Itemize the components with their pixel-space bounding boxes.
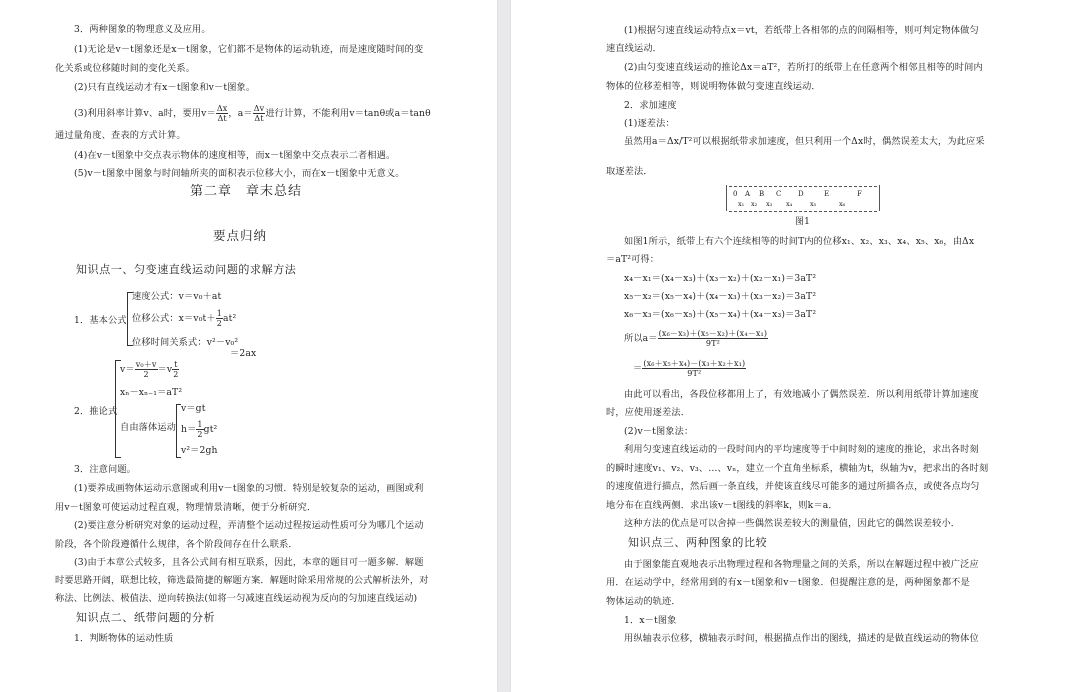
fraction-denominator: Δt [217, 114, 227, 123]
fraction [658, 329, 769, 348]
text-segment: 位移公式：x＝v₀t＋ [132, 313, 216, 324]
text-line: 用v－t图象可使运动过程直观，物理情景清晰，便于分析研究． [55, 502, 317, 513]
fraction-denominator: 9T² [705, 339, 720, 348]
text-line: 地分布在直线两侧．求出该v－t图线的斜率k，则k＝a． [606, 500, 838, 511]
fraction-numerator: (x₆＋x₅＋x₄)－(x₃＋x₂＋x₁) [643, 359, 746, 368]
basic-formula-label: 1．基本公式 [74, 315, 127, 326]
speed-formula: 速度公式：v＝v₀＋at [132, 291, 222, 302]
text-line: 用纵轴表示位移，横轴表示时间，根据描点作出的图线，描述的是做直线运动的物体位 [624, 633, 979, 644]
text-line: (2)要注意分析研究对象的运动过程，弄清整个运动过程按运动性质可分为哪几个运动 [74, 520, 424, 531]
tape-label: x₁ [738, 200, 745, 208]
fraction-denominator: Δt [254, 114, 264, 123]
text-line: 物体运动的轨迹． [606, 596, 681, 607]
text-segment: 所以a＝ [624, 333, 658, 344]
text-line: 用．在运动学中，经常用到的有x－t图象和v－t图象．但提醒注意的是，两种图象都不是 [606, 577, 970, 588]
text-line: 1．x－t图象 [624, 615, 677, 626]
tape-point: F [857, 190, 862, 198]
fraction [253, 104, 266, 123]
tape-edge [879, 185, 886, 211]
fraction-denominator: 9T² [687, 369, 702, 378]
tape-label: x₄ [786, 200, 793, 208]
fraction [196, 420, 203, 439]
fraction-numerator: 1 [216, 309, 222, 318]
equation-line: x₄－x₁＝(x₄－x₃)＋(x₃－x₂)＋(x₂－x₁)＝3aT² [624, 273, 817, 284]
fraction [172, 360, 179, 379]
acceleration-formula [624, 329, 768, 348]
tape-point: C [776, 190, 782, 198]
text-line: 通过量角度、查表的方式计算。 [55, 130, 186, 141]
freefall-velocity: v＝gt [181, 403, 206, 414]
freefall-label: 自由落体运动 [120, 422, 177, 433]
inference-label: 2．推论式 [74, 406, 118, 417]
acceleration-formula-2 [633, 359, 746, 378]
fraction-denominator: 2 [197, 430, 203, 439]
text-line: 化关系或位移随时间的变化关系。 [55, 63, 196, 74]
difference-formula: xₙ－xₙ₋₁＝aT² [120, 387, 183, 398]
equation-line: x₅－x₂＝(x₅－x₄)＋(x₄－x₃)＋(x₃－x₂)＝3aT² [624, 291, 817, 302]
text-segment: gt² [203, 424, 218, 435]
text-line: 物体的位移差相等，则说明物体做匀变速直线运动． [606, 81, 821, 92]
fraction [216, 309, 223, 328]
text-line: 如图1所示，纸带上有六个连续相等的时间T内的位移x₁、x₂、x₃、x₄、x₅、x₆，由Δx [624, 236, 975, 247]
tape-point: D [798, 190, 804, 198]
chapter-title: 第二章 章末总结 [190, 184, 303, 199]
fraction [642, 359, 746, 378]
fraction [135, 360, 158, 379]
document-page-left [0, 0, 497, 692]
fraction-numerator: Δv [253, 104, 265, 113]
tape-label: x₂ [751, 200, 758, 208]
text-line: 2．求加速度 [624, 100, 677, 111]
fraction-numerator: t [174, 360, 178, 369]
text-line: (2)由匀变速直线运动的推论Δx＝aT²，若所打的纸带上在任意两个相邻且相等的时间内 [624, 62, 983, 73]
relation-formula-tail: ＝2ax [230, 348, 257, 359]
text-segment: 进行计算，不能利用v＝tanθ或a＝tanθ [265, 108, 431, 119]
text-line: 1．判断物体的运动性质 [74, 633, 174, 644]
text-line: 取逐差法． [606, 166, 653, 177]
tape-point: 0 [733, 190, 738, 198]
text-line: 称法、比例法、极值法、逆向转换法(如将一匀减速直线运动视为反向的匀加速直线运动) [55, 593, 418, 604]
text-line: 时，应使用逐差法． [606, 407, 691, 418]
text-segment: at² [222, 313, 237, 324]
text-line: (2)只有直线运动才有x－t图象和v－t图象。 [74, 82, 256, 93]
text-line: (1)逐差法： [624, 118, 675, 129]
text-segment: ＝ [633, 363, 643, 374]
tape-label: x₅ [810, 200, 817, 208]
text-line: (5)v－t图象中图象与时间轴所夹的面积表示位移大小，而在x－t图象中无意义。 [74, 168, 405, 179]
fraction-denominator: 2 [143, 370, 149, 379]
text-segment: (3)利用斜率计算v、a时，要用v＝ [74, 108, 216, 119]
text-line: 利用匀变速直线运动的一段时间内的平均速度等于中间时刻的速度的推论，求出各时刻 [624, 444, 979, 455]
text-line: (3)由于本章公式较多，且各公式间有相互联系，因此，本章的题目可一题多解．解题 [74, 557, 424, 568]
freefall-height [181, 420, 217, 439]
fraction-numerator: (x₆－x₃)＋(x₅－x₂)＋(x₄－x₁) [658, 329, 768, 338]
document-page-right [511, 0, 1080, 692]
text-line: ＝aT²可得： [606, 254, 660, 265]
text-line: (4)在v－t图象中交点表示物体的速度相等，而x－t图象中交点表示二者相遇。 [74, 150, 396, 161]
knowledge-heading: 知识点一、匀变速直线运动问题的求解方法 [76, 263, 297, 276]
knowledge-heading: 知识点二、纸带问题的分析 [76, 611, 216, 624]
tape-point: B [759, 190, 765, 198]
text-line: (1)根据匀速直线运动特点x＝vt，若纸带上各相邻的点的间隔相等，则可判定物体做匀 [624, 25, 979, 36]
tape-label: x₃ [766, 200, 773, 208]
text-line: (2)v－t图象法： [624, 426, 694, 437]
text-line: 3．两种图象的物理意义及应用。 [74, 24, 211, 35]
knowledge-heading: 知识点三、两种图象的比较 [628, 536, 768, 549]
fraction-numerator: v₀＋v [135, 360, 157, 369]
text-line: 速直线运动． [606, 43, 663, 54]
text-line: 由于图象能直观地表示出物理过程和各物理量之间的关系，所以在解题过程中被广泛应 [624, 559, 979, 570]
text-line: (1)无论是v－t图象还是x－t图象，它们都不是物体的运动轨迹，而是速度随时间的变 [74, 44, 424, 55]
text-line: 的瞬时速度v₁、v₂、v₃、…、vₙ，建立一个直角坐标系，横轴为t，纵轴为v，把求出的各时刻 [606, 463, 989, 474]
text-line: 虽然用a＝Δx/T²可以根据纸带求加速度，但只利用一个Δx时，偶然误差太大，为此应采 [624, 136, 985, 147]
displacement-formula [132, 309, 236, 328]
slope-formula-line [74, 104, 431, 123]
paper-tape-figure [729, 186, 877, 212]
figure-caption: 图1 [795, 217, 811, 227]
section-title: 要点归纳 [213, 228, 268, 243]
average-velocity-formula [120, 360, 179, 379]
relation-formula: 位移时间关系式：v²－v₀² [132, 337, 239, 348]
text-line: (1)要养成画物体运动示意图或利用v－t图象的习惯．特别是较复杂的运动，画图或利 [74, 483, 424, 494]
tape-edge [726, 185, 733, 211]
text-line: 阶段，各个阶段遵循什么规律，各个阶段间存在什么联系． [55, 539, 298, 550]
text-line: 这种方法的优点是可以舍掉一些偶然误差较大的测量值，因此它的偶然误差较小． [624, 518, 961, 529]
equation-line: x₆－x₃＝(x₆－x₅)＋(x₅－x₄)＋(x₄－x₃)＝3aT² [624, 309, 817, 320]
fraction-numerator: 1 [197, 420, 203, 429]
fraction-numerator: Δx [216, 104, 228, 113]
text-segment: v＝ [120, 364, 135, 375]
text-line: 的速度值进行描点，然后画一条直线，并使该直线尽可能多的通过所描各点，或使各点均匀 [606, 481, 980, 492]
tape-point: E [824, 190, 830, 198]
tape-label: x₆ [839, 200, 846, 208]
text-line: 3．注意问题。 [74, 464, 137, 475]
text-segment: h＝ [181, 424, 197, 435]
text-segment: ＝v [157, 364, 173, 375]
text-line: 时要思路开阔，联想比较，筛选最简捷的解题方案．解题时除采用常规的公式解析法外，对 [55, 575, 429, 586]
fraction-denominator: 2 [173, 370, 179, 379]
tape-point: A [745, 190, 751, 198]
text-segment: ，a＝ [228, 108, 253, 119]
fraction [216, 104, 229, 123]
fraction-denominator: 2 [216, 319, 222, 328]
freefall-relation: v²＝2gh [181, 445, 218, 456]
text-line: 由此可以看出，各段位移都用上了，有效地减小了偶然误差．所以利用纸带计算加速度 [624, 389, 979, 400]
